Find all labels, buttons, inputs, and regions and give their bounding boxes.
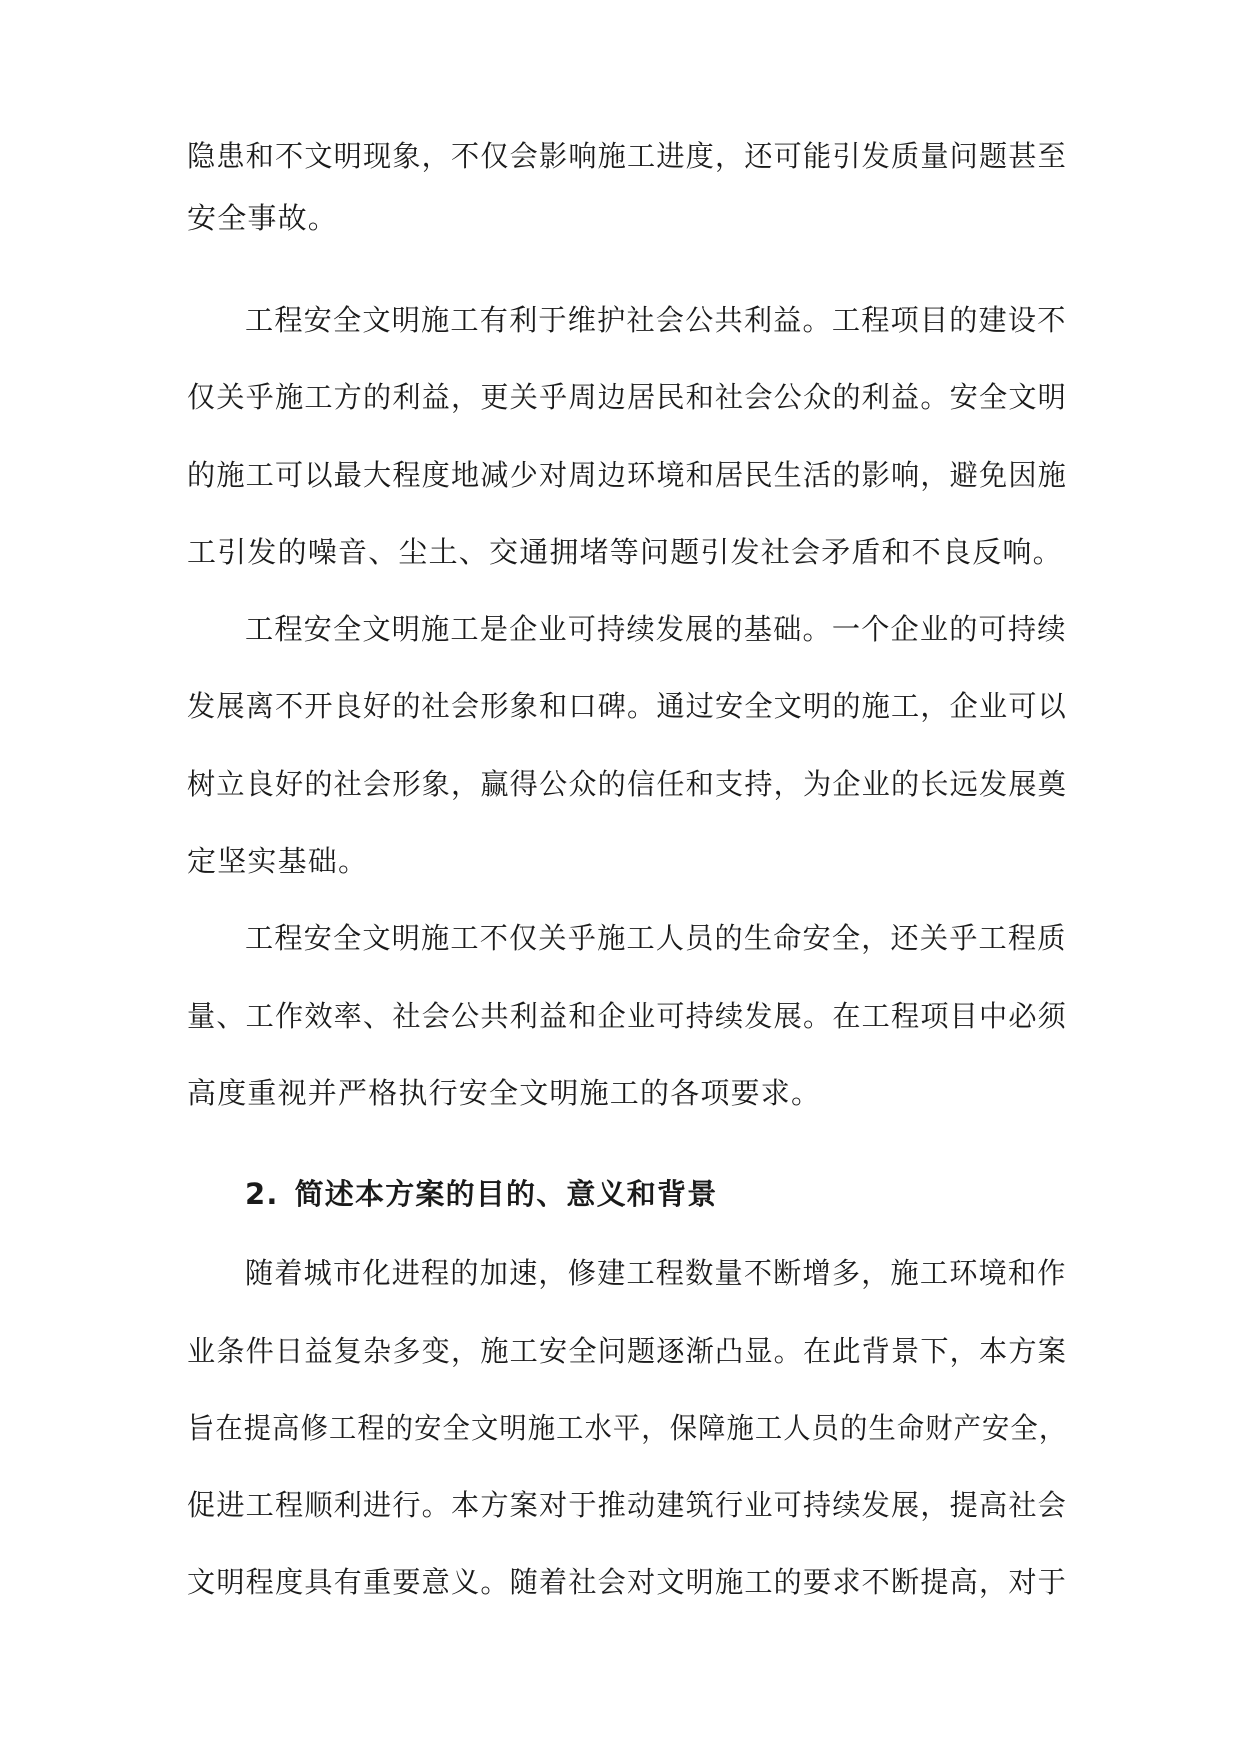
paragraph-line: 促进工程顺利进行。本方案对于推动建筑行业可持续发展，提高社会 [187, 1488, 1068, 1522]
section-title: 简述本方案的目的、意义和背景 [294, 1177, 718, 1211]
paragraph-line: 随着城市化进程的加速，修建工程数量不断增多，施工环境和作 [245, 1256, 1067, 1290]
paragraph-line: 文明程度具有重要意义。随着社会对文明施工的要求不断提高，对于 [187, 1565, 1068, 1599]
section-number: 2. [245, 1177, 279, 1211]
paragraph-line: 高度重视并严格执行安全文明施工的各项要求。 [187, 1076, 822, 1110]
paragraph-line: 安全事故。 [187, 201, 339, 235]
paragraph-line: 业条件日益复杂多变，施工安全问题逐渐凸显。在此背景下，本方案 [187, 1334, 1068, 1368]
paragraph-line: 定坚实基础。 [187, 844, 369, 878]
paragraph-line: 旨在提高修工程的安全文明施工水平，保障施工人员的生命财产安全， [187, 1411, 1068, 1445]
paragraph-line: 隐患和不文明现象，不仅会影响施工进度，还可能引发质量问题甚至 [187, 139, 1068, 173]
section-heading [245, 1174, 717, 1214]
paragraph-line: 的施工可以最大程度地减少对周边环境和居民生活的影响，避免因施 [187, 458, 1068, 492]
paragraph-line: 工引发的噪音、尘土、交通拥堵等问题引发社会矛盾和不良反响。 [187, 535, 1063, 569]
paragraph-line: 仅关乎施工方的利益，更关乎周边居民和社会公众的利益。安全文明 [187, 380, 1068, 414]
paragraph-line: 工程安全文明施工是企业可持续发展的基础。一个企业的可持续 [245, 612, 1067, 646]
paragraph-line: 树立良好的社会形象，赢得公众的信任和支持，为企业的长远发展奠 [187, 767, 1068, 801]
paragraph-line: 工程安全文明施工不仅关乎施工人员的生命安全，还关乎工程质 [245, 921, 1067, 955]
paragraph-line: 量、工作效率、社会公共利益和企业可持续发展。在工程项目中必须 [187, 999, 1068, 1033]
paragraph-line: 发展离不开良好的社会形象和口碑。通过安全文明的施工，企业可以 [187, 689, 1068, 723]
paragraph-line: 工程安全文明施工有利于维护社会公共利益。工程项目的建设不 [245, 303, 1067, 337]
